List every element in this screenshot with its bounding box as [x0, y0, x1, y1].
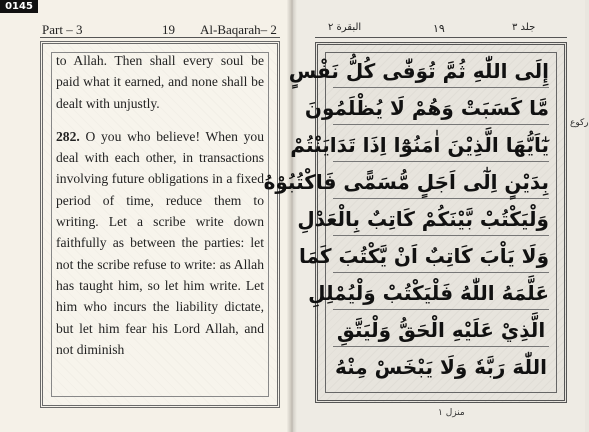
- left-header-surah: Al-Baqarah– 2: [200, 22, 277, 37]
- arabic-line-3: يٰٓاَيُّهَا الَّذِيْنَ اٰمَنُوْٓا اِذَا تَدَايَنْتُمْ: [333, 129, 549, 162]
- translation-paragraph-1: [56, 50, 264, 114]
- arabic-line-8: الَّذِيْ عَلَيْهِ الْحَقُّ وَلْيَتَّقِ: [333, 314, 549, 347]
- arabic-line-9: اللّٰهَ رَبَّهٗ وَلَا يَبْخَسْ مِنْهُ: [334, 355, 548, 379]
- translation-paragraph-2: [56, 126, 264, 360]
- arabic-line-7: عَلَّمَهُ اللّٰهُ فَلْيَكْتُبْ وَلْيُمْلِلِ: [333, 277, 549, 310]
- right-header-rule: [315, 37, 567, 38]
- left-header-rule: [40, 37, 280, 38]
- right-header-part: جلد ٣: [512, 22, 536, 33]
- left-header-page-number: 19: [162, 22, 175, 37]
- image-id-badge: 0145: [0, 0, 38, 13]
- paragraph-1-text: to Allah. Then shall every soul be paid what it earned, and none shall be dealt with unjustly.: [56, 53, 264, 111]
- arabic-line-2: مَّا كَسَبَتْ وَهُمْ لَا يُظْلَمُونَ: [333, 92, 549, 125]
- ruku-margin-note: ركوع: [570, 118, 589, 128]
- left-header-part: Part – 3: [42, 22, 83, 37]
- verse-number: 282.: [56, 128, 80, 144]
- paragraph-2-text: O you who believe! When you deal with each other, in transactions involving future obligations in a fixed period of time, reduce them to writing. Let a scribe write down faithfully as between the parties: let not the scribe refuse to write: as Allah has taught him, so let him write. Let him who incurs the liability dictate, but let him fear his Lord Allah, and not diminish: [56, 128, 264, 357]
- right-header-surah: البقرة ٢: [328, 22, 362, 33]
- arabic-line-1: إِلَى اللّٰهِ ثُمَّ تُوَفّٰى كُلُّ نَفْسٍ: [333, 55, 549, 88]
- arabic-line-5: وَلْيَكْتُبْ بَّيْنَكُمْ كَاتِبٌ بِالْعَدْلِ: [333, 203, 549, 236]
- arabic-line-4: بِدَيْنٍ اِلٰٓى اَجَلٍ مُّسَمًّى فَاكْتُبُوْهُ: [333, 166, 549, 199]
- manzil-footer-note: منزل ١: [438, 408, 465, 418]
- arabic-line-6: وَلَا يَاْبَ كَاتِبٌ اَنْ يَّكْتُبَ كَمَا: [333, 240, 549, 273]
- right-header-page-number: ١٩: [433, 22, 445, 35]
- translation-text: [56, 50, 264, 360]
